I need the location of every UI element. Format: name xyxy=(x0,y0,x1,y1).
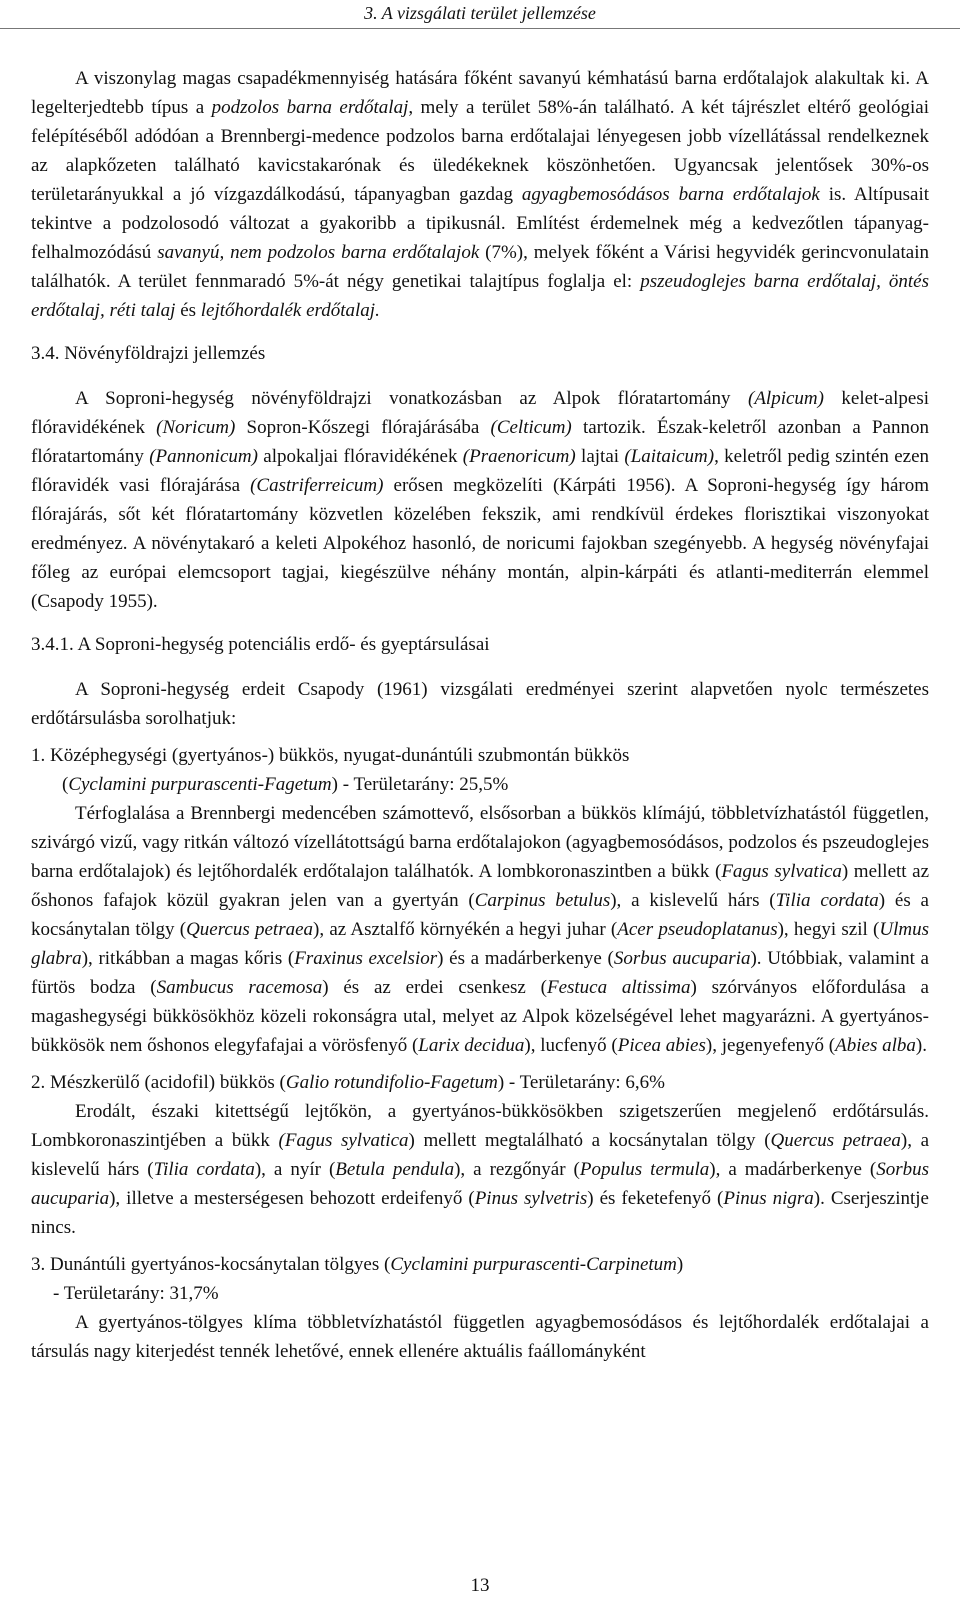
paragraph-intro: A Soproni-hegység erdeit Csapody (1961) vizsgálati eredményei szerint alapvetően nyolc természetes erdőtársulásba sorolhatjuk: xyxy=(31,679,929,729)
list-item-1-subtitle: (Cyclamini purpurascenti-Fagetum) - Területarány: 25,5% xyxy=(62,774,509,795)
list-item-3-body: A gyertyános-tölgyes klíma többletvízhatástól független agyagbemosódásos és lejtőhordalék erdőtalajai a társulás nagy kiterjedést tennék lehetővé, ennek ellenére aktuális faállományként xyxy=(31,1312,929,1362)
page-number: 13 xyxy=(470,1575,490,1596)
section-heading-3-4-1: 3.4.1. A Soproni-hegység potenciális erdő- és gyeptársulásai xyxy=(31,634,490,655)
running-header xyxy=(0,0,960,29)
list-item-2-title: 2. Mészkerülő (acidofil) bükkös (Galio rotundifolio-Fagetum) - Területarány: 6,6% xyxy=(31,1072,665,1093)
list-item-1-body: Térfoglalása a Brennbergi medencében számottevő, elsősorban a bükkös klímájú, többletvízhatástól független, szivárgó vizű, vagy ritkán változó vízellátottságú barna erdőtalajokon (agyagbemosódásos, podzolos és pszeudoglejes barna erdőtalajok) és lejtőhordalék erdőtalajon találhatók. A lombkoronaszintben a bükk (Fagus sylvatica) mellett az őshonos fafajok közül gyakran jelen van a gyertyán (Carpinus betulus), a kislevelű hárs (Tilia cordata) és a kocsánytalan tölgy (Quercus petraea), az Asztalfő környékén a hegyi juhar (Acer pseudoplatanus), hegyi szil (Ulmus glabra), ritkábban a magas kőris (Fraxinus excelsior) és a madárberkenye (Sorbus aucuparia). Utóbbiak, valamint a fürtös bodza (Sambucus racemosa) és az erdei csenkesz (Festuca altissima) szórványos előfordulása a magashegységi bükkösökhöz közeli rokonságra utal, melyet az Alpok közelségével lehet magyarázni. A gyertyános-bükkösök nem őshonos elegyfafajai a vörösfenyő (Larix decidua), lucfenyő (Picea abies), jegenyefenyő (Abies alba). xyxy=(31,803,929,1056)
list-item-1-title: 1. Középhegységi (gyertyános-) bükkös, nyugat-dunántúli szubmontán bükkös xyxy=(31,745,630,766)
section-heading-3-4: 3.4. Növényföldrajzi jellemzés xyxy=(31,343,266,364)
list-item-3-title: 3. Dunántúli gyertyános-kocsánytalan tölgyes (Cyclamini purpurascenti-Carpinetum) xyxy=(31,1254,684,1275)
list-item-3-subtitle: - Területarány: 31,7% xyxy=(53,1283,219,1304)
page-content xyxy=(31,64,929,1366)
paragraph-soils: A viszonylag magas csapadékmennyiség hatására főként savanyú kémhatású barna erdőtalajok alakultak ki. A legelterjedtebb típus a podzolos barna erdőtalaj, mely a terület 58%-án található. A két tájrészlet eltérő geológiai felépítéséből adódóan a Brennbergi-medence podzolos barna erdőtalajai lényegesen jobb vízellátással rendelkeznek az alapkőzeten található kavicstakarónak és üledékeknek köszönhetően. Ugyancsak jelentősek 30%-os területarányukkal a jó vízgazdálkodású, tápanyagban gazdag agyagbemosódásos barna erdőtalajok is. Altípusait tekintve a podzolosodó változat a gyakoribb a tipikusnál. Említést érdemelnek még a kedvezőtlen tápanyag-felhalmozódású savanyú, nem podzolos barna erdőtalajok (7%), melyek főként a Várisi hegyvidék gerincvonulatain találhatók. A terület fennmaradó 5%-át négy genetikai talajtípus foglalja el: pszeudoglejes barna erdőtalaj, öntés erdőtalaj, réti talaj és lejtőhordalék erdőtalaj. xyxy=(31,68,930,321)
list-item-2-body: Erodált, északi kitettségű lejtőkön, a gyertyános-bükkösökben szigetszerűen megjelenő erdőtársulás. Lombkoronaszintjében a bükk (Fagus sylvatica) mellett megtalálható a kocsánytalan tölgy (Quercus petraea), a kislevelű hárs (Tilia cordata), a nyír (Betula pendula), a rezgőnyár (Populus termula), a madárberkenye (Sorbus aucuparia), illetve a mesterségesen behozott erdeifenyő (Pinus sylvetris) és feketefenyő (Pinus nigra). Cserjeszintje nincs. xyxy=(31,1101,930,1238)
paragraph-plants: A Soproni-hegység növényföldrajzi vonatkozásban az Alpok flóratartomány (Alpicum) kelet-alpesi flóravidékének (Noricum) Sopron-Kőszegi flórajárásába (Celticum) tartozik. Észak-keletről azonban a Pannon flóratartomány (Pannonicum) alpokaljai flóravidékének (Praenoricum) lajtai (Laitaicum), keletről pedig szintén ezen flóravidék vasi flórajárása (Castriferreicum) erősen megközelíti (Kárpáti 1956). A Soproni-hegység így három flórajárás, sőt két flóratartomány közvetlen közelében fekszik, ami rendkívül érdekes florisztikai viszonyokat eredményez. A növénytakaró a keleti Alpokéhoz hasonló, de noricumi fajokban szegényebb. A hegység növényfajai főleg az európai elemcsoport tagjai, kiegészülve néhány montán, alpin-kárpáti és atlanti-mediterrán elemmel (Csapody 1955). xyxy=(31,388,930,612)
header-title: 3. A vizsgálati terület jellemzése xyxy=(364,3,596,23)
